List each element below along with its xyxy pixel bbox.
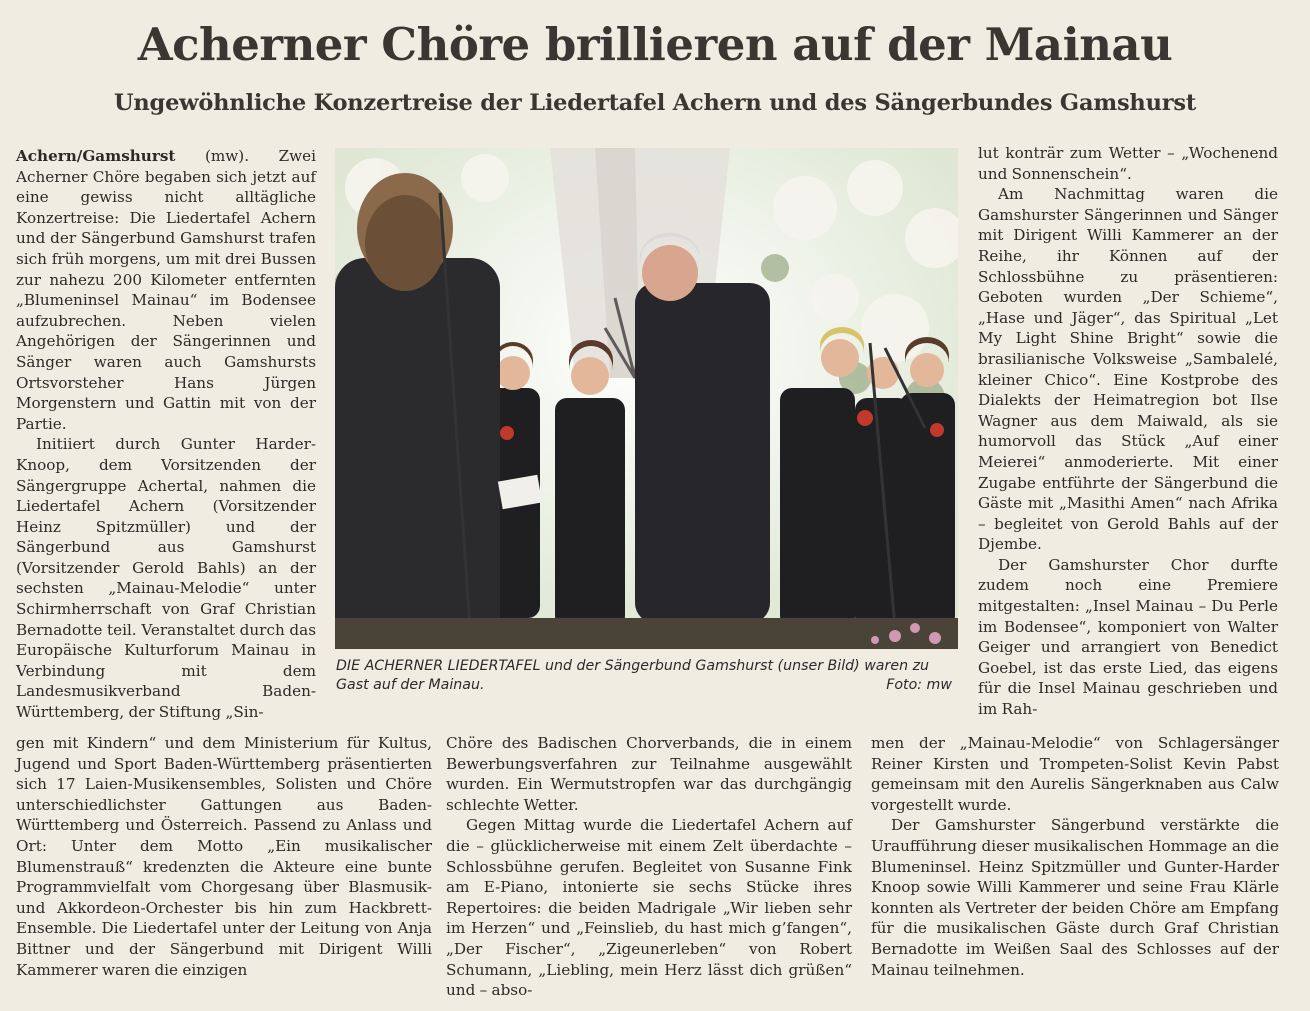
- paragraph-intro-text: (mw). Zwei Acherner Chöre begaben sich jetzt auf eine gewiss nicht alltägliche Konzertreise: Die Liedertafel Achern und der Sängerbund Gamshurst trafen sich früh morgens, um mit drei Bussen zur nahezu 200 Kilometer entfernten „Blumeninsel Mainau“ im Bodensee aufzubrechen. Neben vielen Angehörigen der Sängerinnen und Sänger waren auch Gamshursts Ortsvorsteher Hans Jürgen Morgenstern und Gattin mit von der Partie.: [16, 147, 316, 433]
- paragraph-premiere: Der Gamshurster Chor durfte zudem noch eine Premiere mitgestalten: „Insel Mainau – Du Perle im Bodensee“, komponiert von Walter Geiger und arrangiert von Benedict Goebel, ist das erste Lied, das eigens für die Insel Mainau geschrieben und im Rah-: [978, 555, 1278, 719]
- article-column-2: [446, 733, 852, 1001]
- photo-caption: [336, 657, 958, 694]
- article-column-1-continued: [16, 733, 432, 980]
- paragraph-liedertafel: Gegen Mittag wurde die Liedertafel Achern auf die – glücklicherweise mit einem Zelt überdachte – Schlossbühne gerufen. Begleitet von Susanne Fink am E-Piano, intonierte sie sechs Stücke ihres Repertoires: die beiden Madrigale „Wir lieben sehr im Herzen“ und „Feinslieb, du hast mich g’fangen“, „Der Fischer“, „Zigeunerleben“ von Robert Schumann, „Liebling, mein Herz lässt dich grüßen“ und – abso-: [446, 816, 852, 1000]
- paragraph-initiated-end: Chöre des Badischen Chorverbands, die in einem Bewerbungsverfahren zur Teilnahme ausgewählt wurden. Ein Wermutstropfen war das durchgängig schlechte Wetter.: [446, 734, 852, 814]
- paragraph-intro: [16, 146, 316, 434]
- paragraph-initiated: Initiiert durch Gunter Harder-Knoop, dem Vorsitzenden der Sängergruppe Achertal, nahmen die Liedertafel Achern (Vorsitzender Heinz Spitzmüller) und der Sängerbund aus Gamshurst (Vorsitzender Gerold Bahls) an der sechsten „Mainau-Melodie“ unter Schirmherrschaft von Graf Christian Bernadotte teil. Veranstaltet durch das Europäische Kulturforum Mainau in Verbindung mit dem Landesmusikverband Baden-Württemberg, der Stiftung „Sin-: [16, 435, 316, 722]
- photo-credit: Foto: mw: [886, 676, 952, 693]
- dateline: Achern/Gamshurst: [16, 147, 176, 165]
- paragraph-gamshurst: Am Nachmittag waren die Gamshurster Sängerinnen und Sänger mit Dirigent Willi Kammerer an der Reihe, ihr Können auf der Schlossbühne zu präsentieren: Geboten wurden „Der Schieme“, „Hase und Jäger“, das Spiritual „Let My Light Shine Bright“ sowie die brasilianische Volksweise „Sambalelé, kleiner Chico“. Eine Kostprobe des Dialekts der Heimatregion bot Ilse Wagner aus dem Maiwald, als sie humorvoll das Stück „Auf einer Meierei“ anmoderierte. Mit einer Zugabe entführte der Sängerbund die Gäste mit „Masithi Amen“ nach Afrika – begleitet von Gerold Bahls auf der Djembe.: [978, 185, 1278, 554]
- choir-photo: [335, 148, 958, 649]
- article-column-1: [16, 146, 316, 723]
- photo-caption-text: DIE ACHERNER LIEDERTAFEL und der Sängerbund Gamshurst (unser Bild) waren zu Gast auf der Mainau.: [336, 658, 930, 693]
- paragraph-liedertafel-end: lut konträr zum Wetter – „Wochenend und Sonnenschein“.: [978, 144, 1278, 183]
- paragraph-premiere-end: men der „Mainau-Melodie“ von Schlagersänger Reiner Kirsten und Trompeten-Solist Kevin Pabst gemeinsam mit den Aurelis Sängerknaben aus Calw vorgestellt wurde.: [871, 734, 1279, 814]
- subheadline: Ungewöhnliche Konzertreise der Liedertafel Achern und des Sängerbundes Gamshurst: [113, 90, 1197, 116]
- headline: Acherner Chöre brillieren auf der Mainau: [137, 18, 1173, 71]
- paragraph-initiated-continued: gen mit Kindern“ und dem Ministerium für Kultus, Jugend und Sport Baden-Württemberg präsentierten sich 17 Laien-Musikensembles, Solisten und Chöre unterschiedlichster Gattungen aus Baden-Württemberg und Österreich. Passend zu Anlass und Ort: Unter dem Motto „Ein musikalischer Blumenstrauß“ kredenzten die Akteure eine bunte Programmvielfalt vom Chorgesang über Blasmusik- und Akkordeon-Orchester bis hin zum Hackbrett-Ensemble. Die Liedertafel unter der Leitung von Anja Bittner und der Sängerbund mit Dirigent Willi Kammerer waren die einzigen: [16, 734, 432, 979]
- article-column-3-continued: [871, 733, 1279, 980]
- choir-photo-illustration: [335, 148, 958, 649]
- article-column-3: [978, 143, 1278, 720]
- paragraph-hommage: Der Gamshurster Sängerbund verstärkte die Uraufführung dieser musikalischen Hommage an die Blumeninsel. Heinz Spitzmüller und Gunter-Harder Knoop sowie Willi Kammerer und seine Frau Klärle konnten als Vertreter der beiden Chöre am Empfang für die musikalischen Gäste durch Graf Christian Bernadotte im Weißen Saal des Schlosses auf der Mainau teilnehmen.: [871, 816, 1279, 979]
